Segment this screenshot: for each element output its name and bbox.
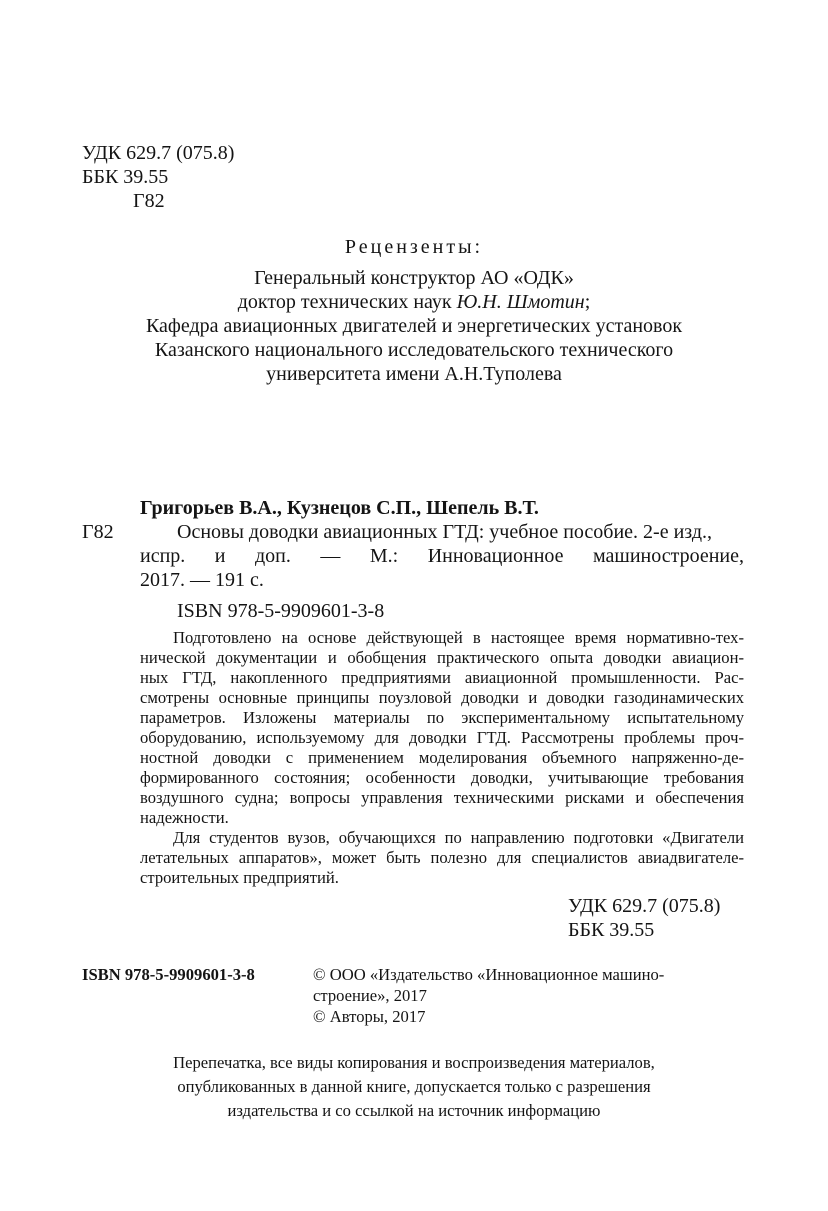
reviewer-line-1: Генеральный конструктор АО «ОДК»	[254, 267, 574, 289]
copyright-line-1: © ООО «Издательство «Инновационное машино-	[313, 965, 665, 984]
udk-code: УДК 629.7 (075.8)	[82, 142, 235, 164]
annotation	[140, 628, 744, 888]
annotation-line: воздушного судна; вопросы управления техническими рисками и обеспечения	[140, 788, 744, 807]
annotation-line: нической документации и обобщения практического опыта доводки авиацион-	[140, 648, 744, 667]
bbk-code: ББК 39.55	[82, 166, 169, 188]
notice-line-1: Перепечатка, все виды копирования и воспроизведения материалов,	[173, 1053, 655, 1072]
reviewer-name: Ю.Н. Шмотин	[456, 291, 585, 313]
annotation-line: Подготовлено на основе действующей в настоящее время нормативно-тех-	[173, 628, 744, 647]
title-line-3: 2017. — 191 с.	[140, 569, 264, 591]
annotation-line: параметров. Изложены материалы по экспериментальному испытательному	[140, 708, 744, 727]
annotation-line: оборудованию, используемому для доводки ГТД. Рассмотрены проблемы проч-	[140, 728, 744, 747]
isbn: ISBN 978-5-9909601-3-8	[177, 600, 385, 622]
reviewers-heading: Рецензенты:	[344, 236, 484, 258]
notice-line-2: опубликованных в данной книге, допускается только с разрешения	[177, 1077, 651, 1096]
reviewer-line-4: Казанского национального исследовательского технического	[154, 339, 674, 361]
annotation-line: ных ГТД, накопленного предприятиями авиационной промышленности. Рас-	[140, 668, 744, 687]
biblio-mark: Г82	[82, 521, 114, 543]
annotation-line: смотрены основные принципы поузловой доводки и доводки газодинамических	[140, 688, 744, 707]
annotation-line: надежности.	[140, 808, 229, 827]
annotation-line: Для студентов вузов, обучающихся по направлению подготовки «Двигатели	[173, 828, 744, 847]
annotation-line: строительных предприятий.	[140, 868, 339, 887]
notice-line-3: издательства и со ссылкой на источник информацию	[227, 1101, 601, 1120]
bbk-code-bottom: ББК 39.55	[568, 919, 655, 941]
copyright-line-3: © Авторы, 2017	[313, 1007, 426, 1026]
annotation-line: летательных аппаратов», может быть полезно для специалистов авиадвигателе-	[140, 848, 744, 867]
reviewer-line-5: университета имени А.Н.Туполева	[266, 363, 562, 385]
reviewer-line-3: Кафедра авиационных двигателей и энергетических установок	[145, 315, 683, 337]
title-line-2: испр. и доп. — М.: Инновационное машиностроение,	[140, 545, 744, 567]
isbn-bottom: ISBN 978-5-9909601-3-8	[82, 965, 255, 984]
authors: Григорьев В.А., Кузнецов С.П., Шепель В.Т.	[140, 497, 539, 519]
copyright-line-2: строение», 2017	[313, 986, 427, 1005]
annotation-line: ностной доводки с применением моделирования объемного напряженно-де-	[140, 748, 744, 767]
reviewer-line-2: доктор технических наук Ю.Н. Шмотин;	[237, 291, 591, 313]
udk-code-bottom: УДК 629.7 (075.8)	[568, 895, 721, 917]
title-line-1: Основы доводки авиационных ГТД: учебное пособие. 2-е изд.,	[177, 521, 712, 543]
author-mark: Г82	[133, 190, 165, 212]
annotation-line: формированного состояния; особенности доводки, учитывающие требования	[140, 768, 744, 787]
